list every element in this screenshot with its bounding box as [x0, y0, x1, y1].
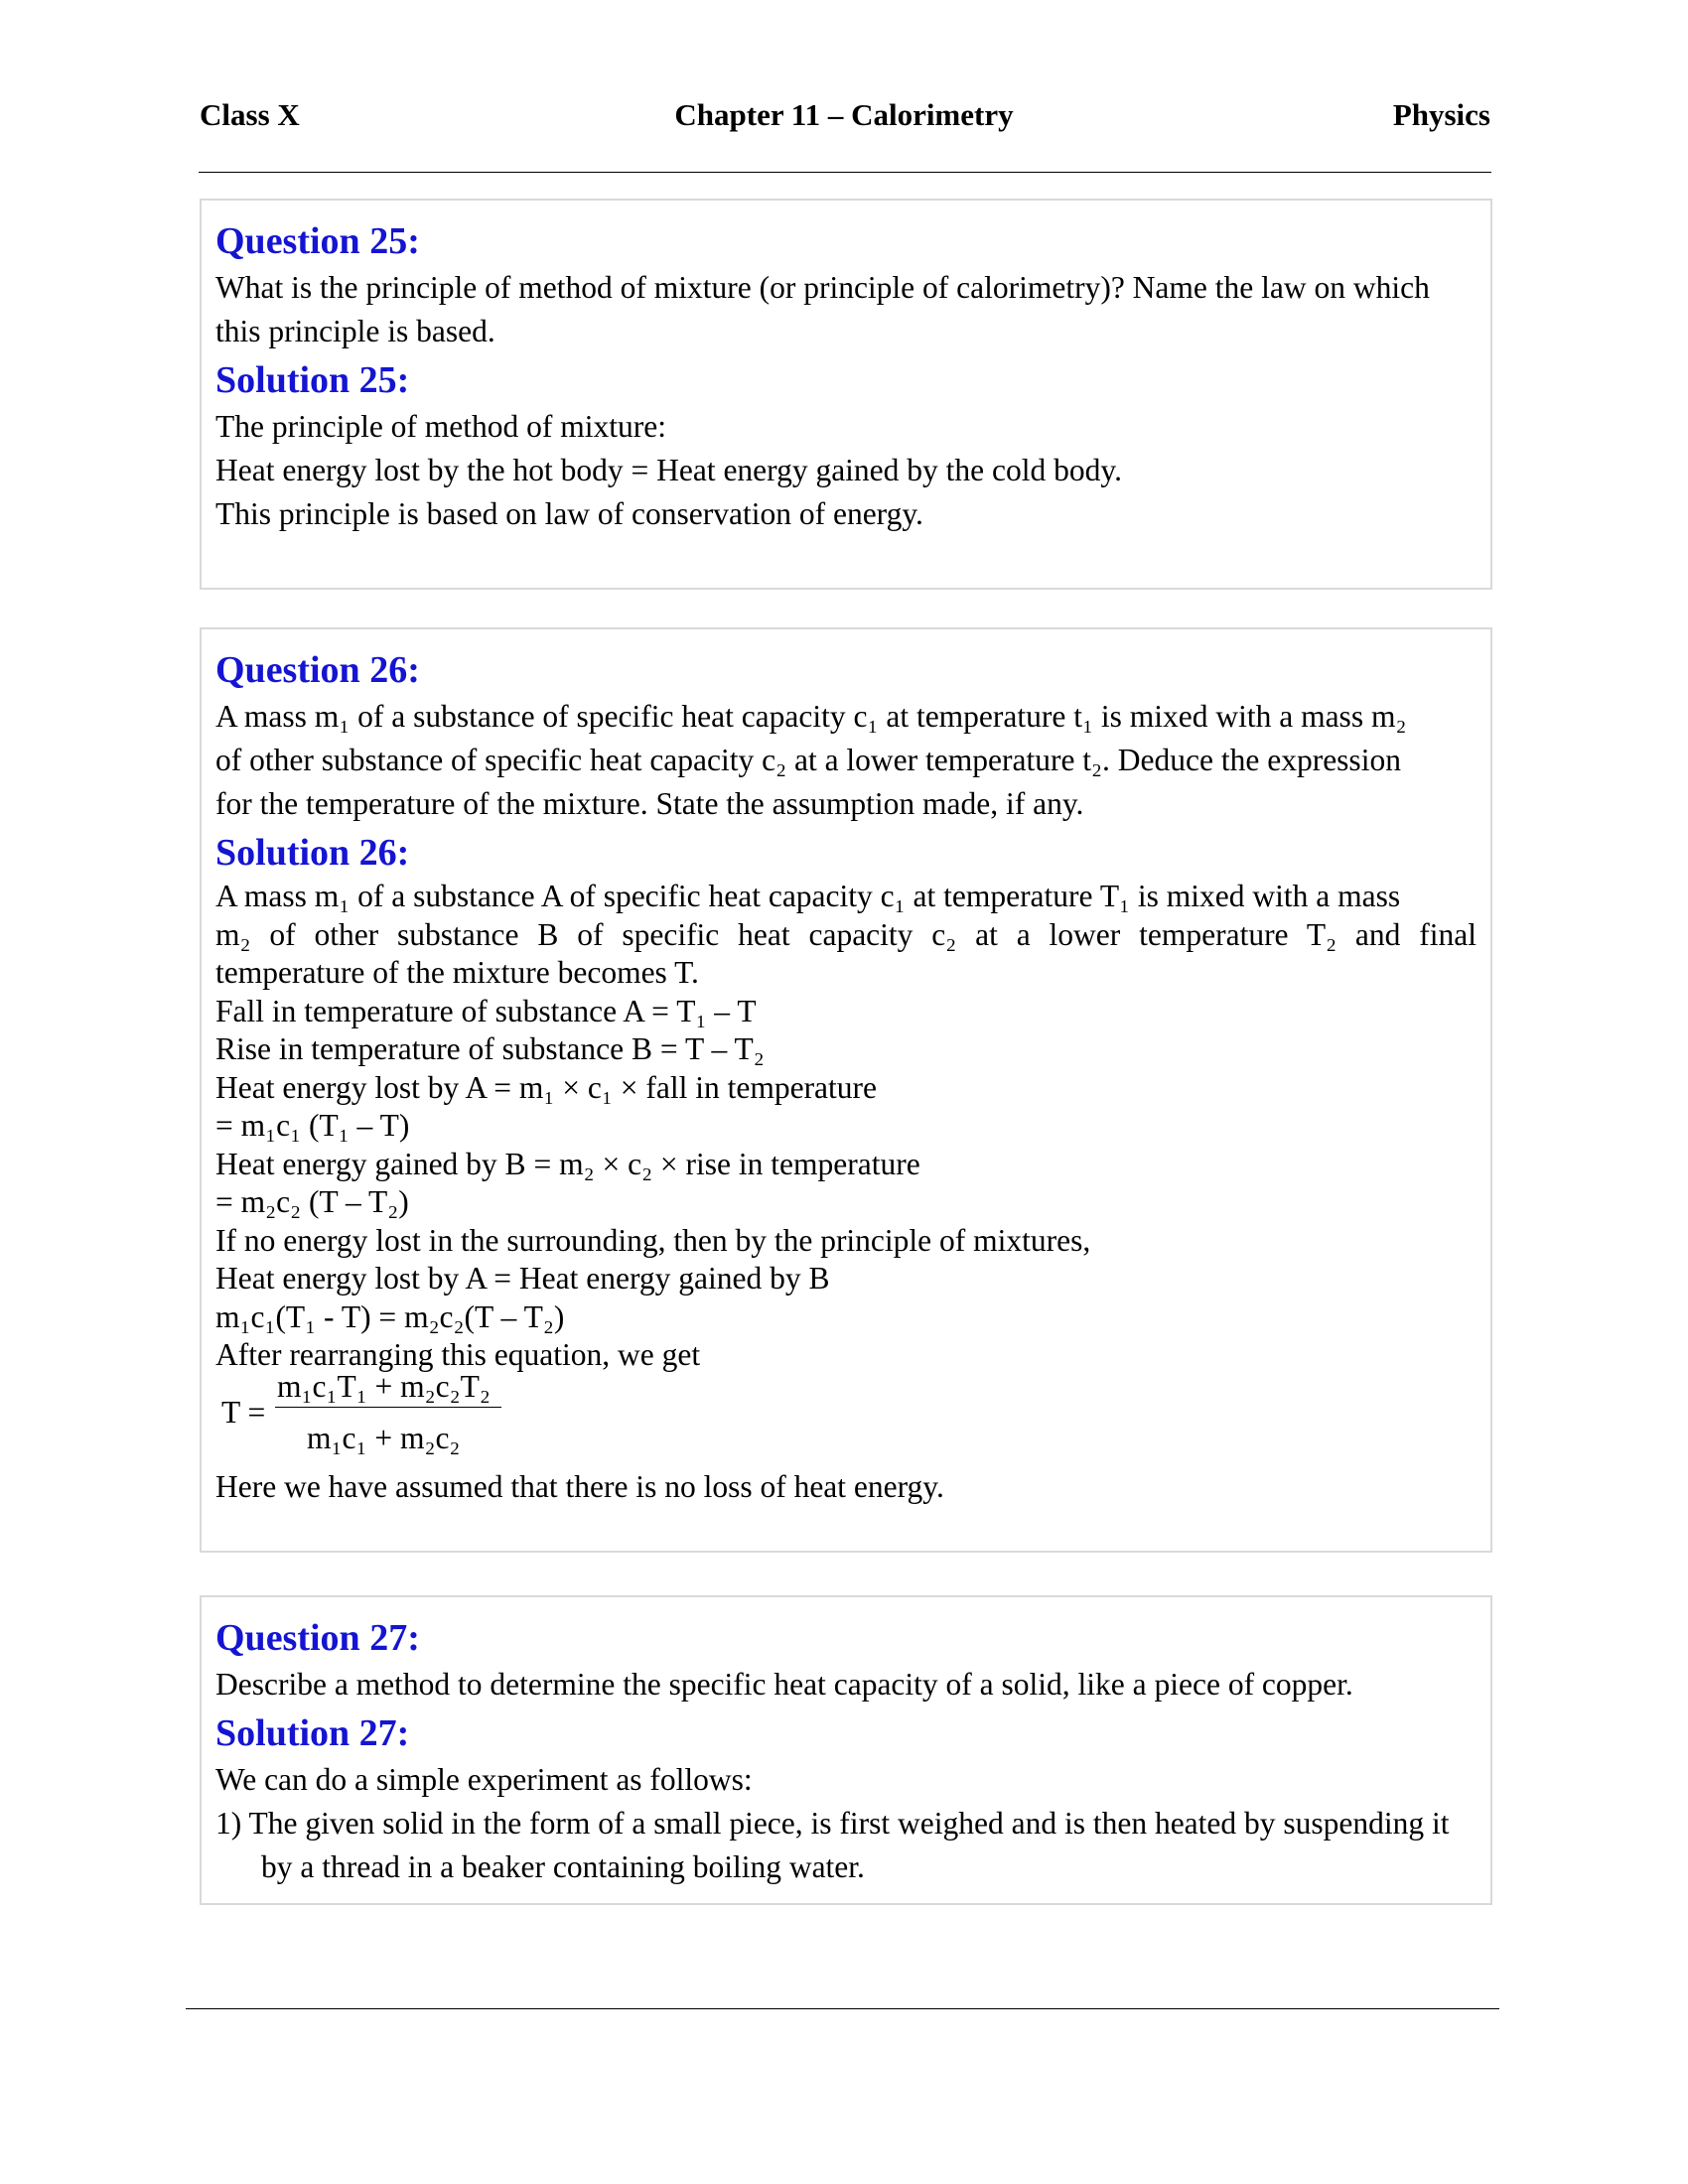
solution-26-line-1: A mass m₁ of a substance A of specific heat capacity c₁ at temperature T₁ is mixed with a mass: [215, 879, 1401, 913]
solution-26-line-13: After rearranging this equation, we get: [215, 1337, 701, 1372]
question-26-title: Question 26:: [215, 649, 420, 691]
question-25-text-line-1: What is the principle of method of mixture (or principle of calorimetry)? Name the law on which: [215, 270, 1430, 305]
question-26-text-line-3: for the temperature of the mixture. State the assumption made, if any.: [215, 786, 1084, 821]
header-class: Class X: [200, 97, 300, 132]
header-divider: [199, 172, 1491, 173]
solution-25-line-3: This principle is based on law of conservation of energy.: [215, 496, 923, 531]
header-subject: Physics: [1392, 97, 1490, 132]
solution-26-line-2: m₂ of other substance B of specific heat capacity c₂ at a lower temperature T₂ and final: [215, 916, 1477, 952]
question-25-title: Question 25:: [215, 220, 420, 262]
question-25-box: [200, 199, 1492, 590]
solution-26-line-6: Heat energy lost by A = m₁ × c₁ × fall in temperature: [215, 1069, 878, 1105]
header-chapter: Chapter 11 – Calorimetry: [674, 97, 1014, 132]
solution-26-line-3: temperature of the mixture becomes T.: [215, 955, 699, 990]
temperature-formula: [215, 1368, 1477, 1468]
question-25-text-line-2: this principle is based.: [215, 314, 495, 348]
solution-25-line-1: The principle of method of mixture:: [215, 409, 666, 444]
formula-numerator: m₁c₁T₁ + m₂c₂T₂: [277, 1368, 491, 1404]
solution-27-step-1: 1) The given solid in the form of a small piece, is first weighed and is then heated by suspending it by a thread in a beaker containing boiling water.: [215, 1806, 1450, 1884]
solution-27-title: Solution 27:: [215, 1712, 410, 1754]
question-26-text-line-1: A mass m₁ of a substance of specific heat capacity c₁ at temperature t₁ is mixed with a mass m₂: [215, 699, 1407, 734]
formula-denominator: m₁c₁ + m₂c₂: [307, 1420, 461, 1455]
solution-26-line-10: If no energy lost in the surrounding, then by the principle of mixtures,: [215, 1222, 1091, 1258]
question-27-text-line-1: Describe a method to determine the specific heat capacity of a solid, like a piece of copper.: [215, 1667, 1353, 1702]
solution-26-line-7: = m₁c₁ (T₁ – T): [215, 1108, 410, 1143]
solution-26-line-11: Heat energy lost by A = Heat energy gained by B: [215, 1261, 830, 1296]
solution-26-title: Solution 26:: [215, 832, 410, 874]
footer-divider: [186, 2008, 1499, 2009]
solution-26-line-12: m₁c₁(T₁ - T) = m₂c₂(T – T₂): [215, 1298, 565, 1334]
solution-26-line-5: Rise in temperature of substance B = T – T₂: [215, 1031, 765, 1066]
solution-27-line-1: We can do a simple experiment as follows:: [215, 1762, 753, 1797]
solution-26-line-4: Fall in temperature of substance A = T₁ – T: [215, 993, 757, 1028]
formula-lhs: T =: [221, 1394, 266, 1430]
question-26-box: [200, 627, 1492, 1553]
solution-26-line-9: = m₂c₂ (T – T₂): [215, 1184, 409, 1219]
formula-fraction-bar: [275, 1407, 501, 1408]
solution-25-line-2: Heat energy lost by the hot body = Heat energy gained by the cold body.: [215, 453, 1122, 487]
question-27-title: Question 27:: [215, 1617, 420, 1659]
solution-25-title: Solution 25:: [215, 359, 410, 401]
solution-26-line-8: Heat energy gained by B = m₂ × c₂ × rise in temperature: [215, 1146, 920, 1181]
solution-26-closing: Here we have assumed that there is no loss of heat energy.: [215, 1468, 944, 1504]
question-27-box: [200, 1595, 1492, 1905]
question-26-text-line-2: of other substance of specific heat capacity c₂ at a lower temperature t₂. Deduce the expression: [215, 743, 1401, 777]
